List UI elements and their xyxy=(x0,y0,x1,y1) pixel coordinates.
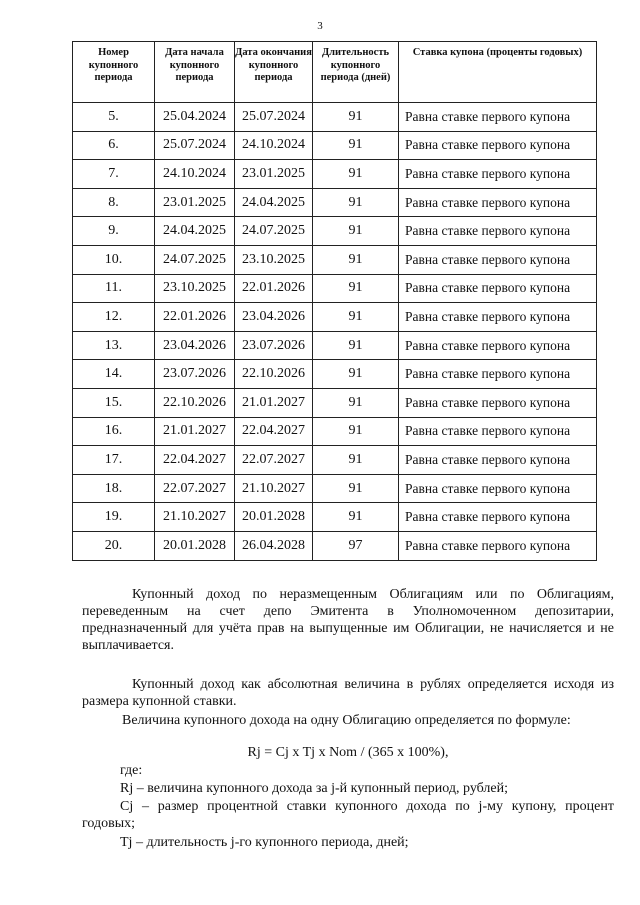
start-date-cell: 22.01.2026 xyxy=(155,303,235,332)
table-row xyxy=(73,245,597,274)
table-row xyxy=(73,531,597,560)
rate-cell: Равна ставке первого купона xyxy=(399,531,597,560)
rate-cell: Равна ставке первого купона xyxy=(399,474,597,503)
header-duration: Длительность купонного периода (дней) xyxy=(313,42,399,103)
table-row xyxy=(73,131,597,160)
header-end-date: Дата окончания купонного периода xyxy=(235,42,313,103)
end-date-cell: 23.01.2025 xyxy=(235,160,313,189)
table-row xyxy=(73,474,597,503)
duration-cell: 91 xyxy=(313,245,399,274)
duration-cell: 91 xyxy=(313,446,399,475)
end-date-cell: 20.01.2028 xyxy=(235,503,313,532)
end-date-cell: 24.10.2024 xyxy=(235,131,313,160)
period-number-cell: 17. xyxy=(73,446,155,475)
paragraph-formula-intro: Величина купонного дохода на одну Облигацию определяется по формуле: xyxy=(122,713,571,728)
end-date-cell: 21.01.2027 xyxy=(235,388,313,417)
end-date-cell: 22.04.2027 xyxy=(235,417,313,446)
start-date-cell: 24.07.2025 xyxy=(155,245,235,274)
end-date-cell: 22.10.2026 xyxy=(235,360,313,389)
table-row xyxy=(73,417,597,446)
period-number-cell: 8. xyxy=(73,188,155,217)
duration-cell: 91 xyxy=(313,331,399,360)
rate-cell: Равна ставке первого купона xyxy=(399,417,597,446)
start-date-cell: 24.10.2024 xyxy=(155,160,235,189)
rate-cell: Равна ставке первого купона xyxy=(399,274,597,303)
header-coupon-rate: Ставка купона (проценты годовых) xyxy=(399,42,597,103)
start-date-cell: 22.04.2027 xyxy=(155,446,235,475)
start-date-cell: 21.10.2027 xyxy=(155,503,235,532)
duration-cell: 91 xyxy=(313,274,399,303)
end-date-cell: 25.07.2024 xyxy=(235,103,313,132)
period-number-cell: 11. xyxy=(73,274,155,303)
period-number-cell: 9. xyxy=(73,217,155,246)
duration-cell: 91 xyxy=(313,417,399,446)
start-date-cell: 24.04.2025 xyxy=(155,217,235,246)
duration-cell: 91 xyxy=(313,103,399,132)
table-row xyxy=(73,274,597,303)
end-date-cell: 21.10.2027 xyxy=(235,474,313,503)
rate-cell: Равна ставке первого купона xyxy=(399,388,597,417)
start-date-cell: 23.07.2026 xyxy=(155,360,235,389)
paragraph-unplaced-bonds: Купонный доход по неразмещенным Облигациям или по Облигациям, переведенным на счет депо Эмитента в Уполномоченном депозитарии, предназначенный для учёта прав на выпущенные им Облигации, не начисляется и не выплачивается. xyxy=(82,587,614,653)
end-date-cell: 24.04.2025 xyxy=(235,188,313,217)
table-row xyxy=(73,188,597,217)
period-number-cell: 12. xyxy=(73,303,155,332)
end-date-cell: 22.01.2026 xyxy=(235,274,313,303)
table-row xyxy=(73,388,597,417)
period-number-cell: 20. xyxy=(73,531,155,560)
period-number-cell: 15. xyxy=(73,388,155,417)
period-number-cell: 13. xyxy=(73,331,155,360)
end-date-cell: 23.07.2026 xyxy=(235,331,313,360)
end-date-cell: 22.07.2027 xyxy=(235,446,313,475)
duration-cell: 91 xyxy=(313,388,399,417)
table-header-row xyxy=(73,42,597,103)
coupon-formula: Rj = Cj x Tj x Nom / (365 x 100%), xyxy=(247,745,449,760)
duration-cell: 91 xyxy=(313,474,399,503)
duration-cell: 91 xyxy=(313,217,399,246)
start-date-cell: 25.04.2024 xyxy=(155,103,235,132)
table-row xyxy=(73,160,597,189)
duration-cell: 91 xyxy=(313,131,399,160)
rate-cell: Равна ставке первого купона xyxy=(399,217,597,246)
rate-cell: Равна ставке первого купона xyxy=(399,160,597,189)
paragraph-coupon-income: Купонный доход как абсолютная величина в рублях определяется исходя из размера купонной ставки. xyxy=(82,677,614,709)
page-number: 3 xyxy=(317,20,323,32)
definition-rj: Rj – величина купонного дохода за j-й купонный период, рублей; xyxy=(120,781,509,796)
start-date-cell: 22.10.2026 xyxy=(155,388,235,417)
coupon-schedule-table xyxy=(72,41,597,561)
duration-cell: 91 xyxy=(313,503,399,532)
duration-cell: 91 xyxy=(313,360,399,389)
end-date-cell: 24.07.2025 xyxy=(235,217,313,246)
duration-cell: 91 xyxy=(313,160,399,189)
start-date-cell: 22.07.2027 xyxy=(155,474,235,503)
start-date-cell: 25.07.2024 xyxy=(155,131,235,160)
end-date-cell: 23.04.2026 xyxy=(235,303,313,332)
duration-cell: 91 xyxy=(313,188,399,217)
start-date-cell: 23.10.2025 xyxy=(155,274,235,303)
end-date-cell: 26.04.2028 xyxy=(235,531,313,560)
definition-tj: Tj – длительность j-го купонного периода, дней; xyxy=(120,835,409,850)
rate-cell: Равна ставке первого купона xyxy=(399,331,597,360)
rate-cell: Равна ставке первого купона xyxy=(399,303,597,332)
table-row xyxy=(73,360,597,389)
period-number-cell: 6. xyxy=(73,131,155,160)
rate-cell: Равна ставке первого купона xyxy=(399,503,597,532)
duration-cell: 91 xyxy=(313,303,399,332)
header-period-number: Номер купонного периода xyxy=(73,42,155,103)
where-label: где: xyxy=(120,763,143,778)
header-start-date: Дата начала купонного периода xyxy=(155,42,235,103)
period-number-cell: 19. xyxy=(73,503,155,532)
table-row xyxy=(73,446,597,475)
period-number-cell: 14. xyxy=(73,360,155,389)
table-row xyxy=(73,503,597,532)
end-date-cell: 23.10.2025 xyxy=(235,245,313,274)
period-number-cell: 7. xyxy=(73,160,155,189)
table-row xyxy=(73,331,597,360)
period-number-cell: 18. xyxy=(73,474,155,503)
rate-cell: Равна ставке первого купона xyxy=(399,360,597,389)
definition-cj: Cj – размер процентной ставки купонного дохода по j-му купону, процент годовых; xyxy=(82,799,614,831)
rate-cell: Равна ставке первого купона xyxy=(399,131,597,160)
rate-cell: Равна ставке первого купона xyxy=(399,103,597,132)
duration-cell: 97 xyxy=(313,531,399,560)
rate-cell: Равна ставке первого купона xyxy=(399,188,597,217)
period-number-cell: 5. xyxy=(73,103,155,132)
table-row xyxy=(73,217,597,246)
start-date-cell: 23.04.2026 xyxy=(155,331,235,360)
start-date-cell: 20.01.2028 xyxy=(155,531,235,560)
table-row xyxy=(73,303,597,332)
period-number-cell: 16. xyxy=(73,417,155,446)
start-date-cell: 21.01.2027 xyxy=(155,417,235,446)
start-date-cell: 23.01.2025 xyxy=(155,188,235,217)
table-row xyxy=(73,103,597,132)
table-body xyxy=(73,103,597,561)
period-number-cell: 10. xyxy=(73,245,155,274)
rate-cell: Равна ставке первого купона xyxy=(399,446,597,475)
rate-cell: Равна ставке первого купона xyxy=(399,245,597,274)
